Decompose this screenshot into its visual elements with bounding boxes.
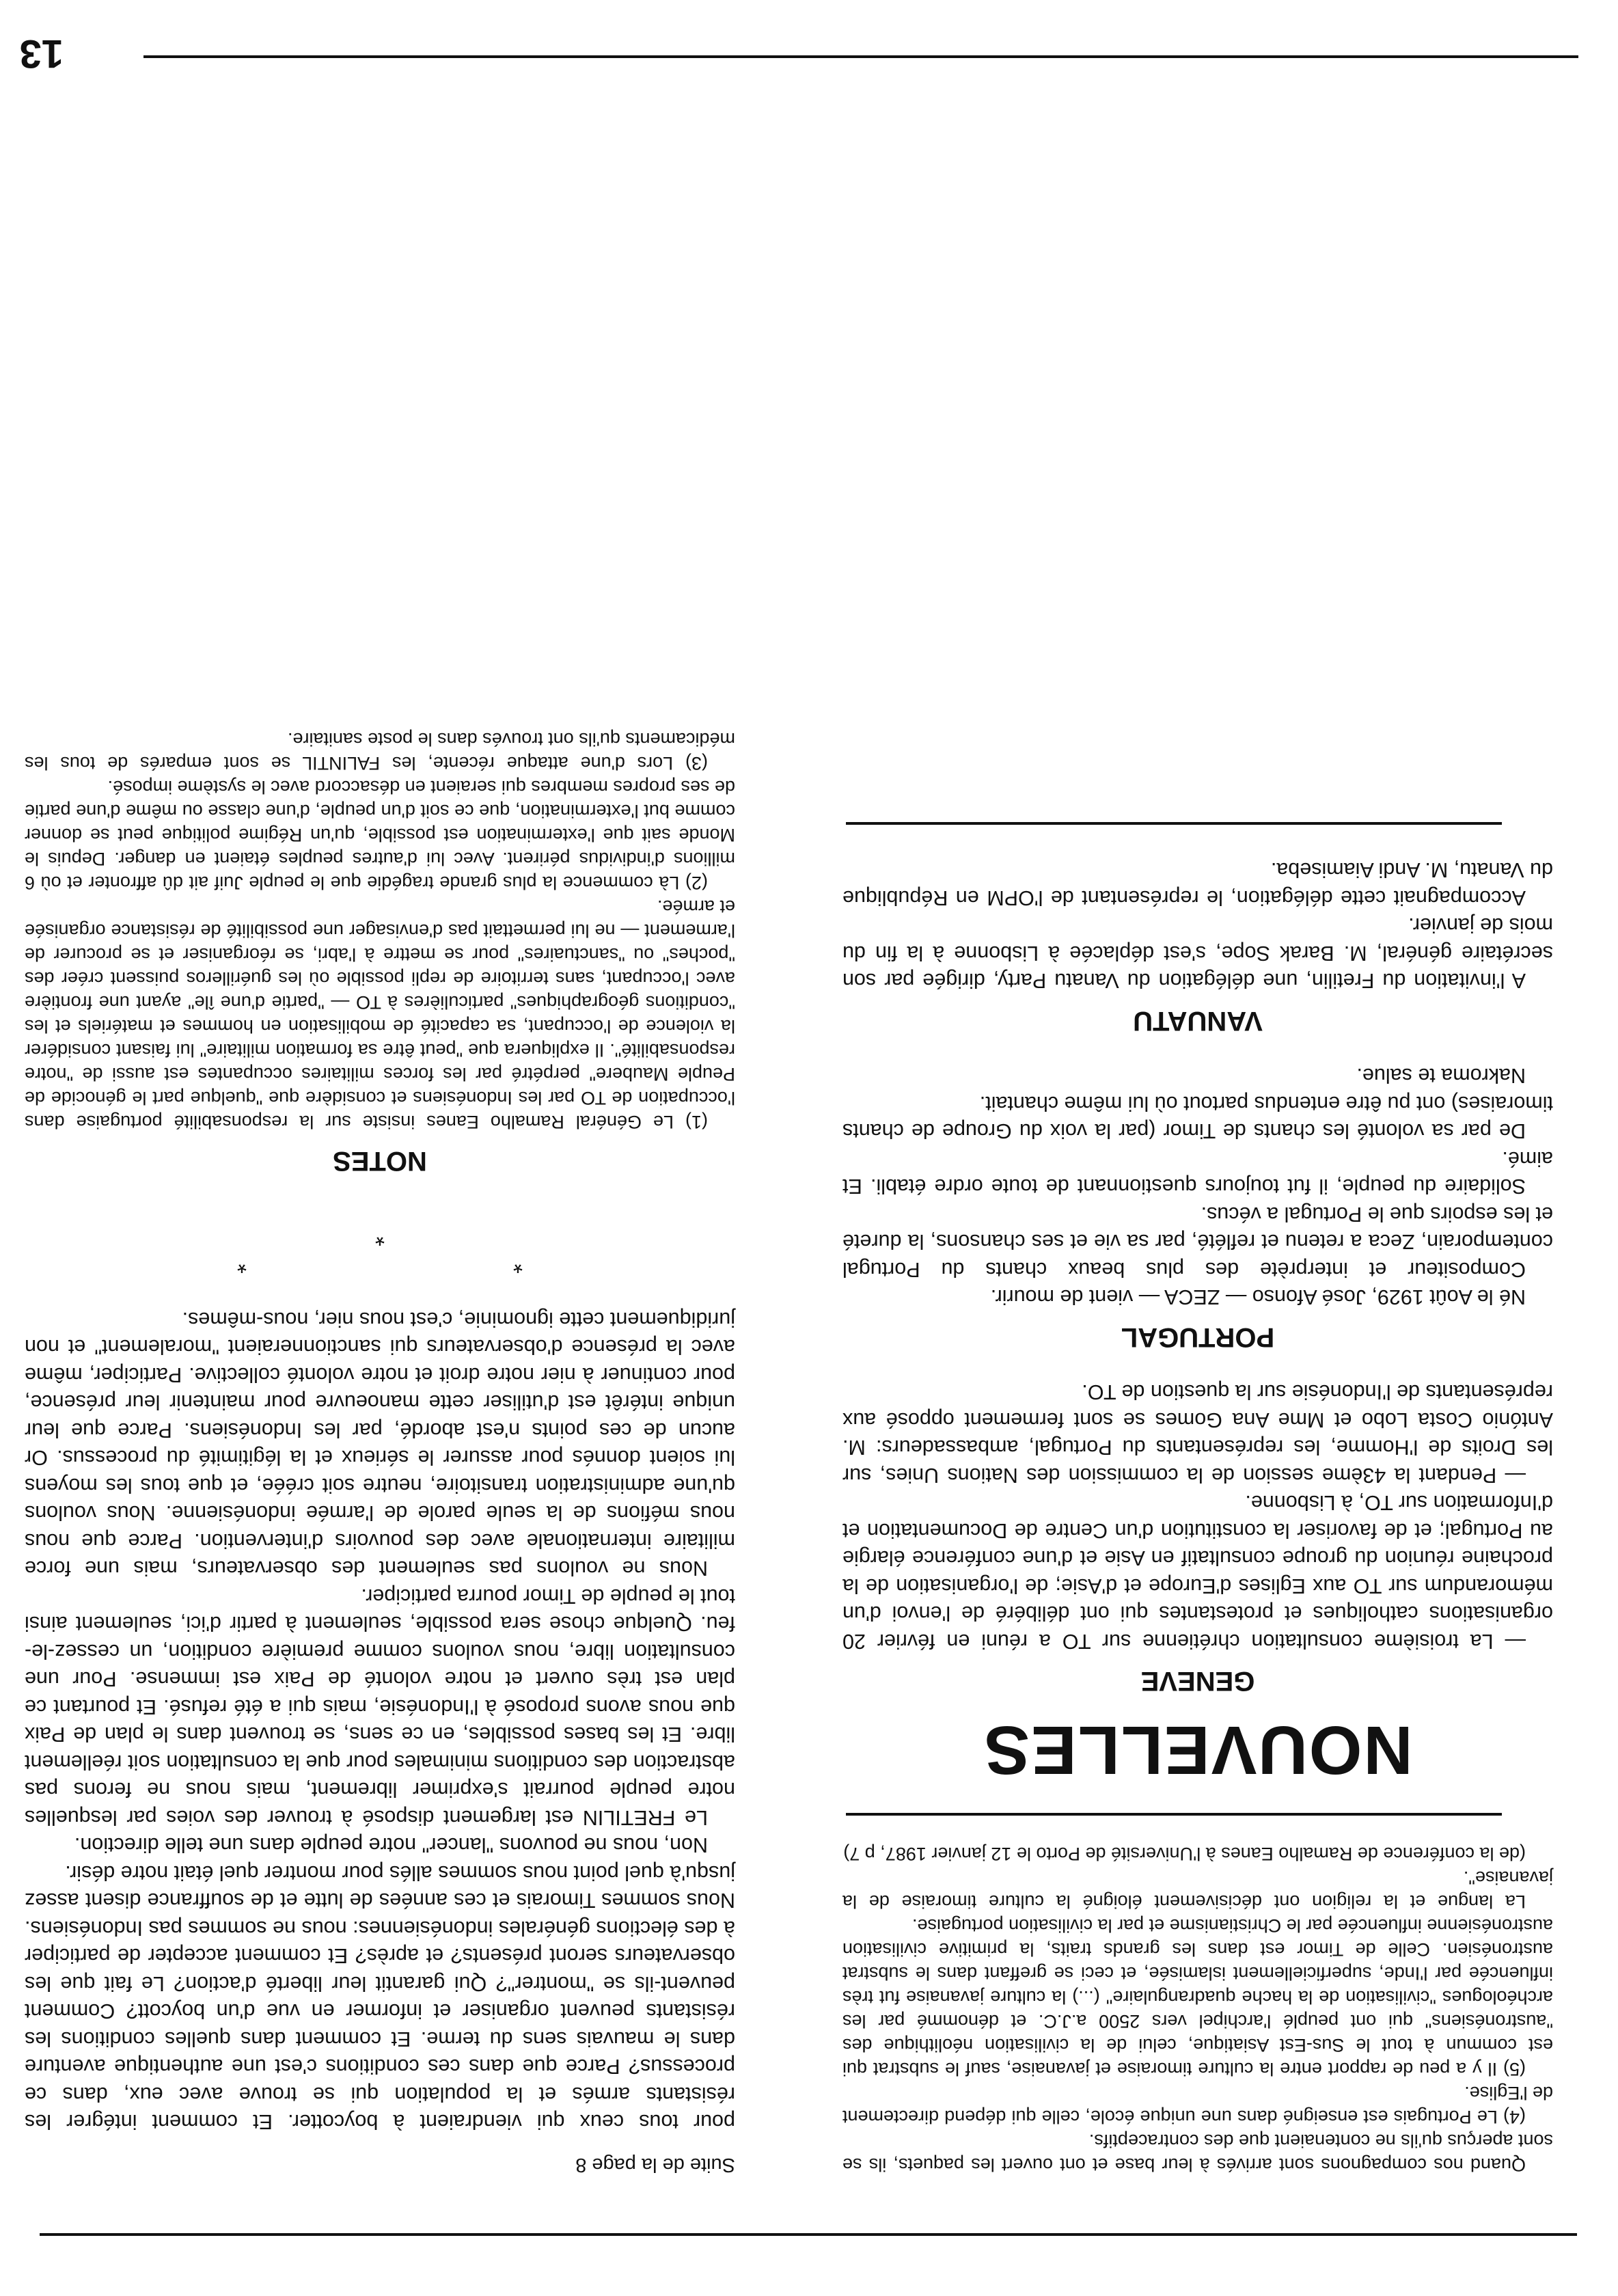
article-paragraph: pour tous ceux qui viendraient à boycotter. Et comment intégrer les résistants armés et la population qui se trouve avec eux, dans ce processus? Parce que dans ces conditions c'est une authentique aventure dans le mauvais sens du terme. Et comment dans quelles conditions les résistants peuvent organiser et informer en vue d'un boycott? Comment peuvent-ils se "montrer"? Qui garantit leur liberté d'action? Le fait que les observateurs seront présents? et après? Et comment accepter de participer à des élections générales indonésiennes: nous ne sommes pas Indonésiens. Nous sommes Timorais et ces années de lutte et de souffrance disent assez jusqu'à quel point nous sommes allés pour montrer quel était notre désir.: [25, 1861, 735, 2134]
article-paragraph: Non, nous ne pouvons "lancer" notre peuple dans une telle direction.: [74, 1833, 708, 1857]
section-heading-portugal: PORTUGAL: [1121, 1322, 1275, 1352]
notes-continuation: [842, 1842, 1553, 2176]
article-paragraph: — La troisième consultation chrétienne sur TO a réuni en février 20 organisations catholiques et protestantes qui ont délibéré de l'envoi d'un mémorandum sur TO aux Eglises d'Europe et d'Asie; de l'organisation de la prochaine réunion du groupe consultatif en Asie et d'une conférence élargie au Portugal; et de favoriser la constitution d'un Centre de Documentation et d'Information sur TO, à Lisbonne.: [842, 1491, 1553, 1653]
article-paragraph: Solidaire du peuple, il fut toujours questionnant de toute ordre établi. Et aimé.: [842, 1147, 1553, 1199]
right-column: [25, 727, 735, 2178]
note-paragraph: (4) Le Portugais est enseigné dans une unique école, celle qui dépend directement de l'Eglise.: [842, 2083, 1553, 2127]
note-paragraph: (de la conférence de Ramalho Eanes à l'Université de Porto le 12 janvier 1987, p 7): [843, 1844, 1526, 1864]
page-number: 13: [19, 31, 64, 76]
notes-list: [25, 727, 735, 1134]
note-paragraph: La langue et la religion ont décisivement éloigné la culture timoraise de la javanaise".: [842, 1868, 1553, 1912]
article-paragraph: Accompagnait cette délégation, le représentant de l'OPM en République du Vanatu, M. Andi Aiamiseba.: [842, 858, 1553, 910]
note-paragraph: (3) Lors d'une attaque récente, les FALINTIL se sont emparés de tous les médicaments qu'ils ont trouvés dans le poste sanitaire.: [25, 729, 735, 774]
note-paragraph: (2) Là commence la plus grande tragédie que le peuple Juif ait dû affronter et où 6 millions d'individus périrent. Avec lui d'autres peuples étaient en danger. Depuis le Monde sait que l'extermination est possible, qu'un Régime politique peut se donner comme but l'extermination, que ce soit d'un peuple, d'une classe ou même d'une partie de ses propres membres qui seraient en désaccord avec le système imposé.: [25, 777, 735, 893]
note-paragraph: (5) Il y a peu de rapport entre la culture timoraise et javanaise, sauf le substrat qui est commun à tout le Sus-Est Asiatique, celui de la civilisation néolithique des "austronésiens" qui ont peuplé l'archipel vers 2500 a.J.C. et dénommé par les archéologues "civilisation de la hache quadrangulaire" (...) la culture javanaise fut très influencée par l'Inde, superficiellement islamisée, et ceci se greffant dans le substrat austronésien. Celle de Timor est dans les grands traits, la primitive civilisation austronésienne influencée par le Christianisme et par la civilisation portugaise.: [842, 1915, 1553, 2079]
section-stars: * * *: [107, 1223, 523, 1279]
continued-from: Suite de la page 8: [575, 2154, 735, 2176]
bottom-rule: [143, 55, 1578, 58]
article-paragraph: Né le Août 1929, José Afonso — ZECA — vient de mourir.: [990, 1285, 1526, 1309]
section-heading-vanuatu: VANUATU: [1133, 1006, 1263, 1036]
section-rule: [846, 1813, 1502, 1816]
note-paragraph: (1) Le Général Ramalho Eanes insiste sur la responsabilité portugaise dans l'occupation de TO par les Indonésiens et considère que "quelque part le génocide de Peuple Maubere" perpétré par les forces militaires occupantes est aussi de "notre responsabilité". Il expliquera que "peut être sa formation militaire" lui faisant considérer la violence de l'occupant, sa capacité de mobilisation en hommes et matériels et les "conditions géographiques" particulières à TO — "partie d'une île" ayant une frontière avec l'occupant, sans territoire de repli possible où les guérilleros puissent créer des "poches" ou "sanctuaires" pour se mettre à l'abri, se réorganiser et se procurer de l'armement — ne lui permettait pas d'envisager une possibilité de résistance organisée et armée.: [25, 897, 735, 1132]
section-rule: [846, 822, 1502, 825]
top-rule: [40, 2233, 1577, 2236]
notes-title: NOTES: [333, 1146, 427, 1177]
section-heading-geneve: GENEVE: [1140, 1666, 1255, 1697]
article-paragraph: Nous ne voulons pas seulement des observateurs, mais une force militaire internationale avec des pouvoirs d'intervention. Parce que nous nous méfions de la seule parole de l'armée indonésienne. Nous voulons qu'une administration transitoire, neutre soit créée, et que tous les moyens lui soient donnés pour assurer le sérieux et la légitimité du processus. Or aucun de ces points n'est abordé, par les Indonésiens. Parce que leur unique intérêt est d'utiliser cette manoeuvre pour maintenir leur présence, pour continuer à nier notre droit et notre volonté collective. Participer, même avec la présence d'observateurs qui sanctionneraient "moralement" et non juridiquement cette ignominie, c'est nous nier, nous-mêmes.: [25, 1308, 735, 1581]
note-paragraph: Quand nos compagnons sont arrivés à leur base et ont ouvert les paquets, ils se sont aperçus qu'ils ne contenaient que des contraceptifs.: [842, 2131, 1553, 2175]
article-paragraph: A l'invitation du Fretilin, une délégation du Vanatu Party, dirigée par son secrétaire général, M. Barak Sope, s'est déplacée à Lisbonne à la fin du mois de janvier.: [842, 914, 1553, 993]
nouvelles-title: NOUVELLES: [983, 1712, 1413, 1788]
article-paragraph: Nakroma te salue.: [1356, 1064, 1526, 1088]
article-paragraph: Le FRETILIN est largement disposé à trouver des voies par lesquelles notre peuple pourrait s'exprimer librement, mais nous ne ferons pas abstraction des conditions minimales pour que la consultation soit réellement libre. Et les bases possibles, en ce sens, se trouvent dans le plan de Paix que nous avons proposé à l'Indonésie, mais qui a été refusé. Et pourtant ce plan est très ouvert et notre volonté de Paix est immense. Pour une consultation libre, nous voulons comme première condition, un cessez-le-feu. Quelque chose sera possible, seulement à partir d'ici, seulement ainsi tout le peuple de Timor pourra participer.: [25, 1585, 735, 1829]
article-paragraph: Compositeur et interprète des plus beaux chants du Portugal contemporain, Zeca a retenu et reflété, par sa vie et ses chansons, la dureté et les espoirs que le Portugal a vécus.: [842, 1203, 1553, 1281]
left-column: [842, 822, 1553, 2176]
article-paragraph: De par sa volonté les chants de Timor (par la voix du Groupe de chants timoraises) ont pu être entendus partout où lui même chantait.: [842, 1092, 1553, 1143]
article-paragraph: — Pendant la 43ème session de la commission des Nations Unies, sur les Droits de l'Homme, les représentants du Portugal, ambassadeurs: M. António Costa Lobo et Mme Ana Gomes se sont fermement opposé aux représentants de l'Indonésie sur la question de TO.: [842, 1380, 1553, 1487]
